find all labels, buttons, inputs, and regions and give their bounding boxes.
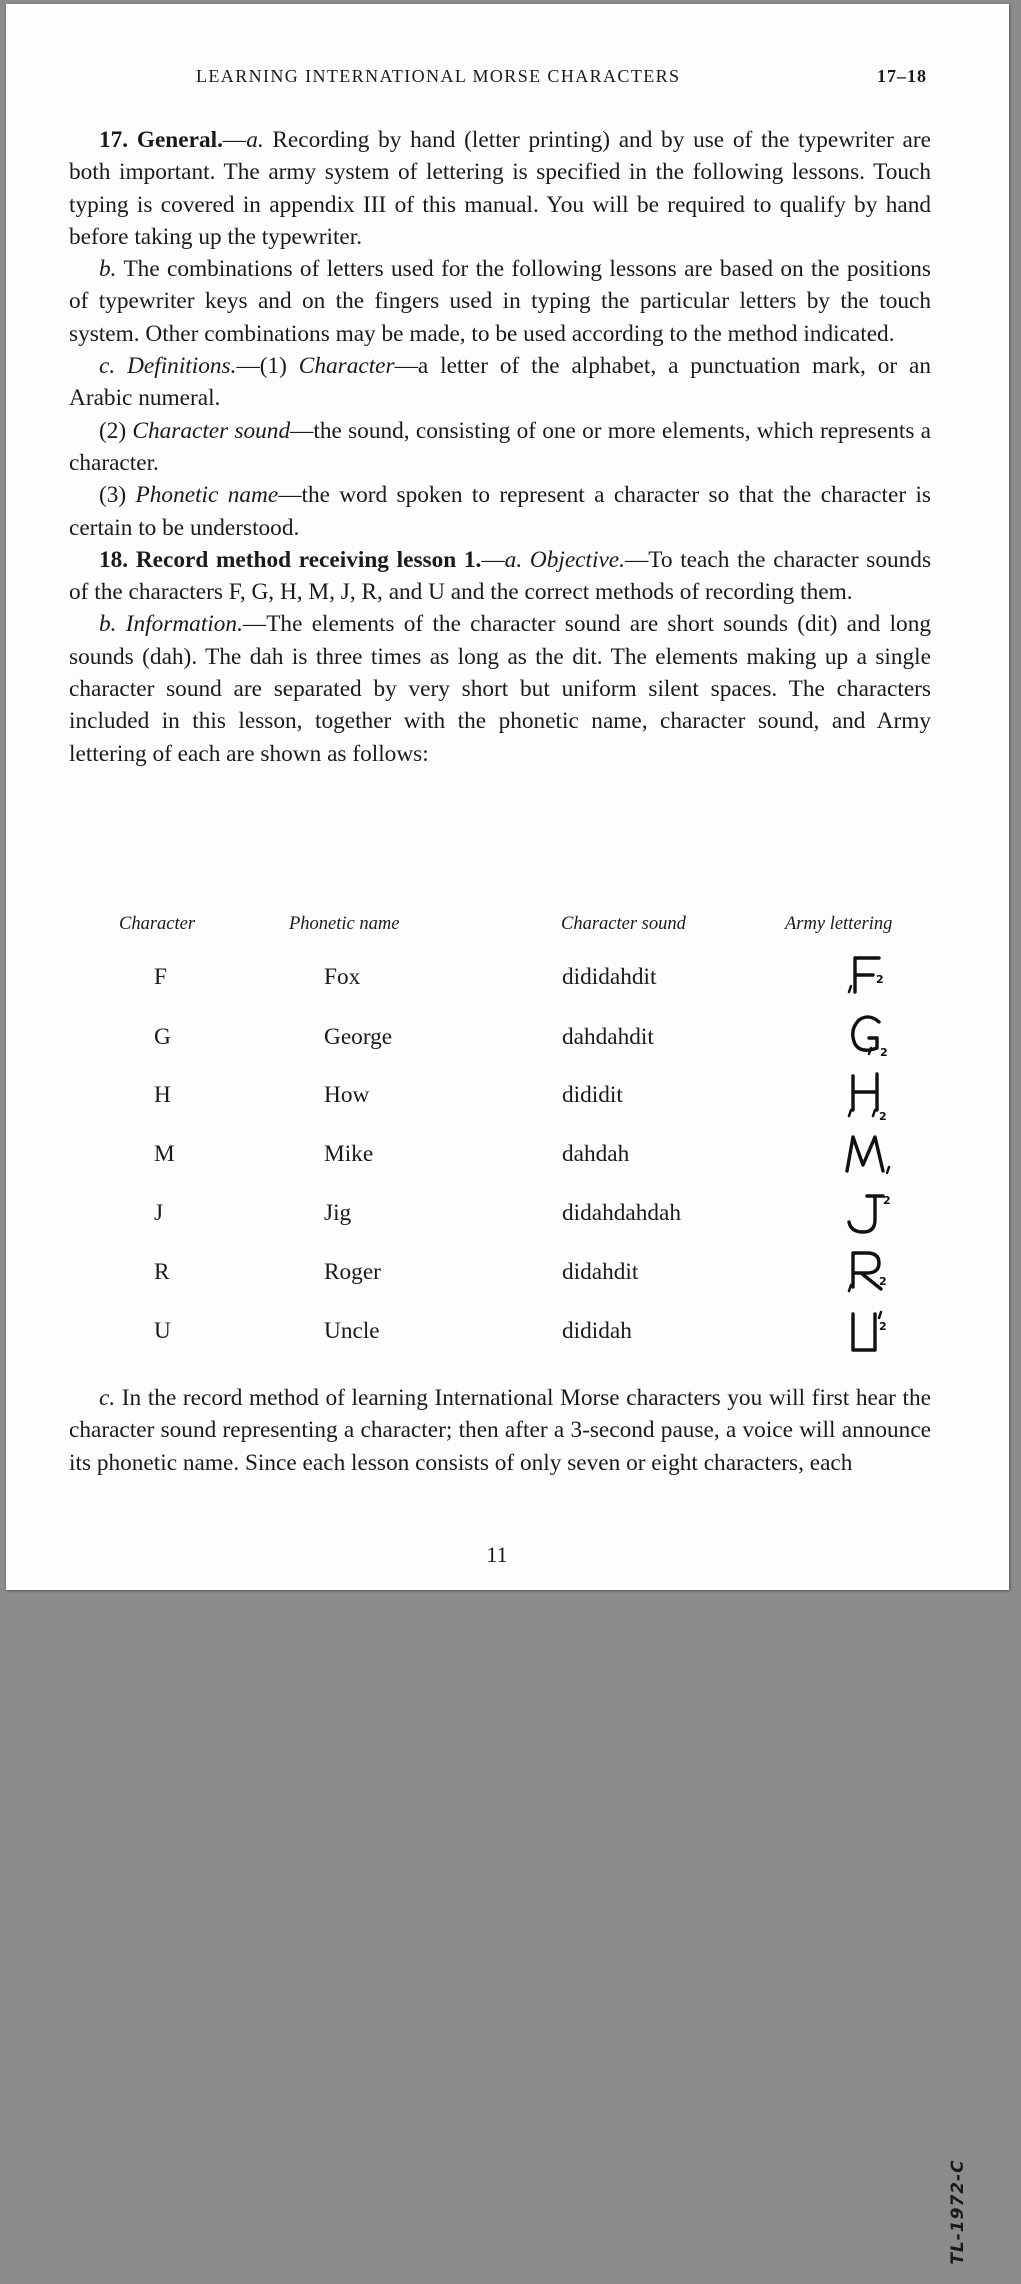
- character-sound-cell: dahdahdit: [562, 1024, 654, 1050]
- character-sound-cell: dididah: [562, 1318, 632, 1344]
- para-text: The elements of the character sound are short sounds (dit) and long sounds (dah). The dah is three times as long as the dit. The elements making up a single character sound are separated by very short but uniform silent spaces. The characters included in this lesson, together with the phonetic name, character sound, and Army lettering of each are shown as follows:: [69, 611, 931, 767]
- table-header-army-lettering: Army lettering: [785, 914, 893, 934]
- item-title: Information.: [125, 611, 243, 638]
- body-text-continued: [69, 1382, 931, 1479]
- item-label: b.: [99, 611, 117, 638]
- para-17c3: (3) Phonetic name—the word spoken to represent a character so that the character is certain to be understood.: [69, 482, 932, 541]
- svg-text:2: 2: [879, 1320, 887, 1333]
- definition-term: Character: [298, 353, 395, 380]
- character-cell: H: [154, 1082, 171, 1108]
- character-cell: M: [154, 1141, 175, 1167]
- para-17b: [69, 253, 931, 350]
- item-label: c.: [99, 1385, 116, 1411]
- para-17c: c. Definitions.—(1) Character—a letter of the alphabet, a punctuation mark, or an Arabic numeral.: [69, 353, 932, 412]
- section-number: 18.: [99, 546, 129, 573]
- para-text: In the record method of learning International Morse characters you will first hear the character sound representing a character; then after a 3-second pause, a voice will announce its phonetic name. Since each lesson consists of only seven or eight characters, each: [69, 1385, 931, 1476]
- figure-code: [933, 2154, 983, 2284]
- table-row: [69, 1024, 931, 1064]
- para-17a: 17. General.—a. Recording by hand (letter printing) and by use of the typewriter are both important. The army system of lettering is specified in the following lessons. Touch typing is covered in appendix III of this manual. You will be required to qualify by hand before taking up the typewriter.: [69, 127, 932, 250]
- section-number: 17.: [99, 127, 129, 153]
- definition-text: the word spoken to represent a character so that the character is certain to be understood.: [69, 482, 932, 541]
- item-label: a.: [246, 127, 264, 153]
- army-lettering-glyph: [839, 1186, 899, 1248]
- character-cell: R: [154, 1259, 170, 1285]
- table-row: [69, 1194, 931, 1240]
- body-text: [69, 124, 931, 770]
- character-sound-cell: didahdit: [562, 1259, 639, 1285]
- definition-term: Character sound: [132, 417, 291, 444]
- table-row: [69, 1259, 931, 1299]
- para-text: Recording by hand (letter printing) and by use of the typewriter are both important. The army system of lettering is specified in the following lessons. Touch typing is covered in appendix III of this manual. You will be required to qualify by hand before taking up the typewriter.: [69, 127, 932, 250]
- definition-number: (2): [99, 417, 127, 444]
- character-sound-cell: didahdahdah: [562, 1200, 682, 1226]
- table-row: [69, 1082, 931, 1122]
- army-lettering-glyph: [839, 1304, 899, 1366]
- item-label: a.: [504, 546, 523, 573]
- army-lettering-glyph: [839, 1127, 899, 1189]
- character-cell: J: [154, 1200, 164, 1226]
- character-sound-cell: dididit: [562, 1082, 623, 1108]
- character-cell: G: [154, 1024, 171, 1050]
- phonetic-name-cell: Roger: [324, 1259, 381, 1285]
- army-lettering-glyph: [839, 1068, 899, 1130]
- table-header-character-sound: Character sound: [561, 914, 686, 934]
- table-row: [69, 1318, 931, 1358]
- svg-text:2: 2: [876, 973, 884, 986]
- character-cell: U: [154, 1318, 171, 1344]
- running-head-page-ref: 17–18: [877, 66, 927, 86]
- table-row: [69, 1141, 931, 1181]
- svg-text:2: 2: [879, 1110, 887, 1123]
- document-page: [6, 4, 1009, 2265]
- character-cell: F: [154, 964, 167, 990]
- svg-text:2: 2: [883, 1194, 891, 1207]
- figure-code-text: TL-1972-C: [948, 2159, 968, 2265]
- character-sound-cell: dahdah: [562, 1141, 630, 1167]
- item-title: Definitions.: [127, 353, 237, 380]
- svg-text:2: 2: [880, 1046, 888, 1059]
- definition-number: (1): [259, 353, 287, 380]
- phonetic-name-cell: Jig: [324, 1200, 352, 1226]
- phonetic-name-cell: George: [324, 1024, 393, 1050]
- army-lettering-glyph: [839, 1245, 899, 1307]
- running-head-title: LEARNING INTERNATIONAL MORSE CHARACTERS: [196, 66, 681, 86]
- section-heading: General.: [136, 127, 223, 153]
- table-header-phonetic-name: Phonetic name: [289, 914, 400, 934]
- svg-text:2: 2: [879, 1275, 887, 1288]
- table-row: [69, 964, 931, 1004]
- character-sound-cell: dididahdit: [562, 964, 657, 990]
- para-text: The combinations of letters used for the following lessons are based on the positions of typewriter keys and on the fingers used in typing the particular letters by the touch system. Other combinations may be made, to be used according to the method indicated.: [69, 256, 931, 347]
- item-label: c.: [99, 353, 116, 380]
- item-label: b.: [99, 256, 117, 283]
- para-18b: b. Information.—The elements of the character sound are short sounds (dit) and long sounds (dah). The dah is three times as long as the dit. The elements making up a single character sound are separated by very short but uniform silent spaces. The characters included in this lesson, together with the phonetic name, character sound, and Army lettering of each are shown as follows:: [69, 611, 931, 767]
- para-text: To teach the character sounds of the characters F, G, H, M, J, R, and U and the correct methods of recording them.: [69, 546, 932, 606]
- para-17c2: (2) Character sound—the sound, consisting of one or more elements, which represents a character.: [69, 417, 931, 476]
- phonetic-name-cell: Uncle: [324, 1318, 380, 1344]
- phonetic-name-cell: Mike: [324, 1141, 374, 1167]
- item-title: Objective.: [529, 546, 625, 573]
- army-lettering-glyph: [839, 950, 899, 1007]
- definition-text: the sound, consisting of one or more elements, which represents a character.: [69, 417, 931, 476]
- definition-number: (3): [99, 482, 127, 509]
- definition-term: Phonetic name: [135, 482, 279, 509]
- para-18c: [69, 1382, 931, 1479]
- phonetic-name-cell: How: [324, 1082, 370, 1108]
- phonetic-name-cell: Fox: [324, 964, 361, 990]
- page-number: 11: [486, 1542, 508, 1567]
- army-lettering-glyph: [839, 1010, 899, 1067]
- definition-text: a letter of the alphabet, a punctuation mark, or an Arabic numeral.: [69, 353, 932, 412]
- running-head: [196, 66, 927, 87]
- section-heading: Record method receiving lesson 1.: [135, 546, 482, 573]
- para-18a: 18. Record method receiving lesson 1.—a. Objective.—To teach the character sounds of the characters F, G, H, M, J, R, and U and the correct methods of recording them.: [69, 546, 932, 606]
- table-header-character: Character: [119, 914, 196, 934]
